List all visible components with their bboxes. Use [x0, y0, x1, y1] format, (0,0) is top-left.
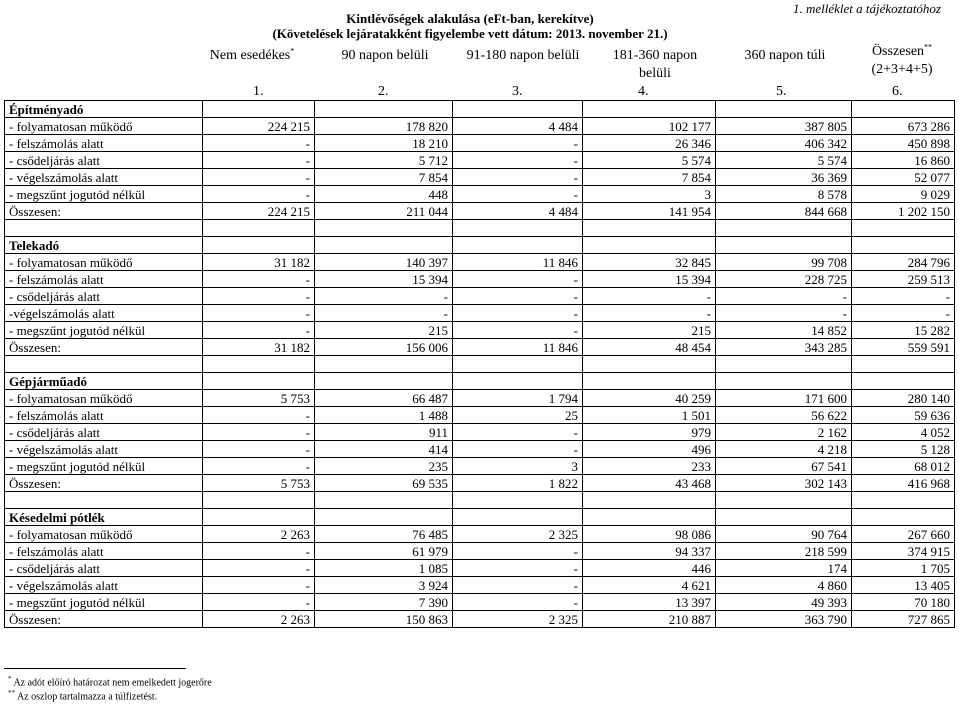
header-181-360-line2: belüli	[639, 66, 671, 81]
table-row	[5, 288, 955, 305]
footnote-2-mark: **	[8, 689, 15, 697]
value-cell-col-6: 5 128	[852, 441, 955, 458]
table-row	[5, 169, 955, 186]
empty-cell	[852, 356, 955, 373]
value-cell-col-1: 224 215	[203, 118, 315, 135]
value-cell-col-3: -	[453, 424, 583, 441]
value-cell-col-5: -	[716, 288, 852, 305]
row-label: - folyamatosan működő	[5, 390, 203, 407]
table-row	[5, 560, 955, 577]
value-cell-col-4: 32 845	[583, 254, 716, 271]
table-row	[5, 424, 955, 441]
value-cell-col-3: 1 794	[453, 390, 583, 407]
value-cell-col-5: 99 708	[716, 254, 852, 271]
empty-cell	[315, 220, 453, 237]
table-row	[5, 458, 955, 475]
spacer-row	[5, 220, 955, 237]
header-total-line1	[852, 43, 952, 61]
value-cell-col-6: 13 405	[852, 577, 955, 594]
column-number-5: 5.	[776, 84, 787, 99]
value-cell-col-5: 343 285	[716, 339, 852, 356]
value-cell-col-1: -	[203, 560, 315, 577]
empty-cell	[5, 356, 203, 373]
value-cell-col-4: 40 259	[583, 390, 716, 407]
value-cell-col-6: 70 180	[852, 594, 955, 611]
value-cell-col-2: 215	[315, 322, 453, 339]
empty-cell	[203, 237, 315, 254]
empty-cell	[5, 492, 203, 509]
row-label: - csődeljárás alatt	[5, 560, 203, 577]
value-cell-col-1: -	[203, 322, 315, 339]
value-cell-col-3: -	[453, 135, 583, 152]
value-cell-col-5: 67 541	[716, 458, 852, 475]
header-total-label: Összesen	[871, 44, 925, 59]
value-cell-col-3: 3	[453, 458, 583, 475]
value-cell-col-1: -	[203, 135, 315, 152]
value-cell-col-1: 2 263	[203, 611, 315, 628]
value-cell-col-3: 11 846	[453, 339, 583, 356]
row-label: -végelszámolás alatt	[5, 305, 203, 322]
header-total	[852, 43, 952, 79]
row-label: - végelszámolás alatt	[5, 441, 203, 458]
value-cell-col-5: 90 764	[716, 526, 852, 543]
empty-cell	[716, 237, 852, 254]
empty-cell	[453, 237, 583, 254]
value-cell-col-4: -	[583, 288, 716, 305]
value-cell-col-6: 52 077	[852, 169, 955, 186]
value-cell-col-4: 1 501	[583, 407, 716, 424]
receivables-table	[4, 100, 955, 628]
value-cell-col-5: 844 668	[716, 203, 852, 220]
empty-cell	[315, 492, 453, 509]
value-cell-col-1: -	[203, 288, 315, 305]
empty-cell	[203, 373, 315, 390]
value-cell-col-6: 673 286	[852, 118, 955, 135]
row-label: - végelszámolás alatt	[5, 577, 203, 594]
empty-cell	[852, 237, 955, 254]
footnote-1-text: Az adót előíró határozat nem emelkedett jogerőre	[13, 677, 212, 689]
value-cell-col-1: 2 263	[203, 526, 315, 543]
value-cell-col-4: 496	[583, 441, 716, 458]
value-cell-col-6: 727 865	[852, 611, 955, 628]
row-label: Összesen:	[5, 339, 203, 356]
value-cell-col-2: 178 820	[315, 118, 453, 135]
row-label: - megszűnt jogutód nélkül	[5, 458, 203, 475]
value-cell-col-2: 156 006	[315, 339, 453, 356]
empty-cell	[583, 101, 716, 118]
value-cell-col-2: 3 924	[315, 577, 453, 594]
value-cell-col-1: -	[203, 407, 315, 424]
value-cell-col-5: 171 600	[716, 390, 852, 407]
value-cell-col-4: 102 177	[583, 118, 716, 135]
row-label: - felszámolás alatt	[5, 135, 203, 152]
table-row	[5, 339, 955, 356]
value-cell-col-3: 1 822	[453, 475, 583, 492]
empty-cell	[453, 373, 583, 390]
table-row	[5, 407, 955, 424]
value-cell-col-4: 98 086	[583, 526, 716, 543]
value-cell-col-2: 18 210	[315, 135, 453, 152]
row-label: Összesen:	[5, 611, 203, 628]
column-number-6: 6.	[892, 84, 903, 99]
value-cell-col-4: 13 397	[583, 594, 716, 611]
value-cell-col-6: 4 052	[852, 424, 955, 441]
value-cell-col-4: 210 887	[583, 611, 716, 628]
value-cell-col-5: 8 578	[716, 186, 852, 203]
table-row	[5, 152, 955, 169]
empty-cell	[852, 101, 955, 118]
value-cell-col-1: 224 215	[203, 203, 315, 220]
value-cell-col-5: 2 162	[716, 424, 852, 441]
value-cell-col-4: 141 954	[583, 203, 716, 220]
value-cell-col-5: 174	[716, 560, 852, 577]
value-cell-col-4: 5 574	[583, 152, 716, 169]
empty-cell	[5, 220, 203, 237]
title-line-1: Kintlévőségek alakulása (eFt-ban, kerekítve)	[346, 11, 594, 26]
value-cell-col-2: 76 485	[315, 526, 453, 543]
row-label: - csődeljárás alatt	[5, 288, 203, 305]
value-cell-col-1: -	[203, 169, 315, 186]
value-cell-col-4: 43 468	[583, 475, 716, 492]
empty-cell	[852, 373, 955, 390]
value-cell-col-1: 31 182	[203, 339, 315, 356]
value-cell-col-5: -	[716, 305, 852, 322]
section-header-row	[5, 373, 955, 390]
empty-cell	[583, 492, 716, 509]
row-label: - megszűnt jogutód nélkül	[5, 322, 203, 339]
column-number-3: 3.	[512, 84, 523, 99]
empty-cell	[852, 220, 955, 237]
value-cell-col-6: 59 636	[852, 407, 955, 424]
value-cell-col-5: 56 622	[716, 407, 852, 424]
row-label: - végelszámolás alatt	[5, 169, 203, 186]
value-cell-col-1: -	[203, 305, 315, 322]
annex-label: 1. melléklet a tájékoztatóhoz	[792, 1, 941, 16]
empty-cell	[583, 373, 716, 390]
footnote-divider	[4, 668, 186, 669]
value-cell-col-4: 3	[583, 186, 716, 203]
empty-cell	[203, 509, 315, 526]
value-cell-col-3: 4 484	[453, 118, 583, 135]
value-cell-col-5: 5 574	[716, 152, 852, 169]
title-line-2: (Követelések lejáratakként figyelembe vett dátum: 2013. november 21.)	[272, 26, 668, 41]
value-cell-col-4: 446	[583, 560, 716, 577]
empty-cell	[453, 356, 583, 373]
value-cell-col-2: 1 085	[315, 560, 453, 577]
header-181-360-line1: 181-360 napon	[612, 48, 698, 63]
empty-cell	[852, 492, 955, 509]
table-row	[5, 594, 955, 611]
value-cell-col-1: -	[203, 458, 315, 475]
value-cell-col-1: 5 753	[203, 475, 315, 492]
table-row	[5, 441, 955, 458]
value-cell-col-4: 4 621	[583, 577, 716, 594]
table-row	[5, 203, 955, 220]
header-181-360	[600, 47, 710, 83]
header-not-due-mark: *	[290, 46, 295, 56]
empty-cell	[583, 220, 716, 237]
value-cell-col-5: 363 790	[716, 611, 852, 628]
empty-cell	[716, 492, 852, 509]
value-cell-col-5: 218 599	[716, 543, 852, 560]
value-cell-col-3: -	[453, 186, 583, 203]
value-cell-col-2: 235	[315, 458, 453, 475]
value-cell-col-5: 4 218	[716, 441, 852, 458]
value-cell-col-6: -	[852, 288, 955, 305]
column-number-1: 1.	[253, 84, 264, 99]
row-label: - felszámolás alatt	[5, 407, 203, 424]
value-cell-col-5: 36 369	[716, 169, 852, 186]
value-cell-col-6: 280 140	[852, 390, 955, 407]
value-cell-col-2: 140 397	[315, 254, 453, 271]
row-label: - csődeljárás alatt	[5, 152, 203, 169]
value-cell-col-6: 1 705	[852, 560, 955, 577]
empty-cell	[453, 509, 583, 526]
row-label: - folyamatosan működő	[5, 526, 203, 543]
value-cell-col-4: 15 394	[583, 271, 716, 288]
table-row	[5, 526, 955, 543]
value-cell-col-6: 450 898	[852, 135, 955, 152]
section-title: Gépjárműadó	[5, 373, 203, 390]
value-cell-col-3: 2 325	[453, 611, 583, 628]
header-not-due	[192, 47, 312, 65]
table-row	[5, 322, 955, 339]
value-cell-col-3: 11 846	[453, 254, 583, 271]
value-cell-col-5: 406 342	[716, 135, 852, 152]
value-cell-col-1: -	[203, 594, 315, 611]
value-cell-col-3: -	[453, 441, 583, 458]
value-cell-col-5: 228 725	[716, 271, 852, 288]
empty-cell	[716, 220, 852, 237]
value-cell-col-1: -	[203, 543, 315, 560]
value-cell-col-3: 25	[453, 407, 583, 424]
value-cell-col-3: -	[453, 305, 583, 322]
value-cell-col-1: 5 753	[203, 390, 315, 407]
row-label: - megszűnt jogutód nélkül	[5, 594, 203, 611]
value-cell-col-4: 94 337	[583, 543, 716, 560]
empty-cell	[716, 101, 852, 118]
empty-cell	[583, 356, 716, 373]
row-label: - megszűnt jogutód nélkül	[5, 186, 203, 203]
header-not-due-label: Nem esedékes	[209, 48, 291, 63]
value-cell-col-3: -	[453, 169, 583, 186]
section-header-row	[5, 101, 955, 118]
value-cell-col-1: -	[203, 271, 315, 288]
section-header-row	[5, 509, 955, 526]
header-total-line2: (2+3+4+5)	[871, 62, 933, 77]
value-cell-col-6: 15 282	[852, 322, 955, 339]
value-cell-col-2: 911	[315, 424, 453, 441]
value-cell-col-2: 15 394	[315, 271, 453, 288]
empty-cell	[315, 101, 453, 118]
empty-cell	[453, 220, 583, 237]
value-cell-col-2: 5 712	[315, 152, 453, 169]
table-row	[5, 577, 955, 594]
table-row	[5, 475, 955, 492]
empty-cell	[203, 492, 315, 509]
value-cell-col-3: -	[453, 288, 583, 305]
value-cell-col-3: -	[453, 577, 583, 594]
table-row	[5, 611, 955, 628]
value-cell-col-2: 150 863	[315, 611, 453, 628]
value-cell-col-5: 49 393	[716, 594, 852, 611]
empty-cell	[315, 237, 453, 254]
value-cell-col-6: 284 796	[852, 254, 955, 271]
row-label: Összesen:	[5, 203, 203, 220]
empty-cell	[203, 101, 315, 118]
value-cell-col-6: -	[852, 305, 955, 322]
header-over-360: 360 napon túli	[744, 48, 826, 63]
value-cell-col-1: -	[203, 441, 315, 458]
row-label: Összesen:	[5, 475, 203, 492]
empty-cell	[453, 492, 583, 509]
column-number-2: 2.	[378, 84, 389, 99]
table-row	[5, 135, 955, 152]
value-cell-col-6: 16 860	[852, 152, 955, 169]
empty-cell	[716, 373, 852, 390]
empty-cell	[453, 101, 583, 118]
value-cell-col-6: 68 012	[852, 458, 955, 475]
empty-cell	[583, 237, 716, 254]
value-cell-col-2: 7 390	[315, 594, 453, 611]
empty-cell	[315, 373, 453, 390]
value-cell-col-1: 31 182	[203, 254, 315, 271]
value-cell-col-3: -	[453, 271, 583, 288]
table-row	[5, 305, 955, 322]
value-cell-col-1: -	[203, 152, 315, 169]
value-cell-col-1: -	[203, 186, 315, 203]
value-cell-col-1: -	[203, 577, 315, 594]
value-cell-col-2: -	[315, 305, 453, 322]
row-label: - csődeljárás alatt	[5, 424, 203, 441]
empty-cell	[315, 356, 453, 373]
value-cell-col-2: 61 979	[315, 543, 453, 560]
empty-cell	[315, 509, 453, 526]
footnote-1	[8, 675, 212, 688]
column-number-4: 4.	[638, 84, 649, 99]
table-row	[5, 390, 955, 407]
value-cell-col-2: 7 854	[315, 169, 453, 186]
value-cell-col-6: 416 968	[852, 475, 955, 492]
empty-cell	[716, 509, 852, 526]
footnote-2	[8, 689, 157, 702]
empty-cell	[583, 509, 716, 526]
value-cell-col-5: 14 852	[716, 322, 852, 339]
value-cell-col-2: 211 044	[315, 203, 453, 220]
value-cell-col-4: 7 854	[583, 169, 716, 186]
section-title: Építményadó	[5, 101, 203, 118]
value-cell-col-5: 387 805	[716, 118, 852, 135]
value-cell-col-2: 448	[315, 186, 453, 203]
table-row	[5, 254, 955, 271]
empty-cell	[852, 509, 955, 526]
value-cell-col-3: 2 325	[453, 526, 583, 543]
table-row	[5, 271, 955, 288]
value-cell-col-2: 66 487	[315, 390, 453, 407]
value-cell-col-6: 9 029	[852, 186, 955, 203]
value-cell-col-5: 4 860	[716, 577, 852, 594]
value-cell-col-3: -	[453, 560, 583, 577]
value-cell-col-4: 26 346	[583, 135, 716, 152]
value-cell-col-2: 414	[315, 441, 453, 458]
value-cell-col-4: 233	[583, 458, 716, 475]
section-title: Telekadó	[5, 237, 203, 254]
value-cell-col-4: 979	[583, 424, 716, 441]
footnote-2-text: Az oszlop tartalmazza a túlfizetést.	[16, 691, 158, 703]
value-cell-col-6: 267 660	[852, 526, 955, 543]
row-label: - folyamatosan működő	[5, 118, 203, 135]
empty-cell	[716, 356, 852, 373]
value-cell-col-2: 69 535	[315, 475, 453, 492]
value-cell-col-6: 559 591	[852, 339, 955, 356]
header-91-180: 91-180 napon belüli	[466, 48, 580, 63]
value-cell-col-1: -	[203, 424, 315, 441]
value-cell-col-3: -	[453, 543, 583, 560]
value-cell-col-4: -	[583, 305, 716, 322]
value-cell-col-3: 4 484	[453, 203, 583, 220]
row-label: - felszámolás alatt	[5, 543, 203, 560]
value-cell-col-4: 215	[583, 322, 716, 339]
table-row	[5, 543, 955, 560]
spacer-row	[5, 356, 955, 373]
value-cell-col-2: 1 488	[315, 407, 453, 424]
empty-cell	[203, 220, 315, 237]
value-cell-col-5: 302 143	[716, 475, 852, 492]
header-within-90: 90 napon belüli	[341, 48, 429, 63]
table-row	[5, 186, 955, 203]
value-cell-col-6: 259 513	[852, 271, 955, 288]
empty-cell	[203, 356, 315, 373]
row-label: - folyamatosan működő	[5, 254, 203, 271]
value-cell-col-2: -	[315, 288, 453, 305]
report-title	[250, 11, 690, 41]
table-row	[5, 118, 955, 135]
value-cell-col-3: -	[453, 322, 583, 339]
section-header-row	[5, 237, 955, 254]
section-title: Késedelmi pótlék	[5, 509, 203, 526]
row-label: - felszámolás alatt	[5, 271, 203, 288]
value-cell-col-3: -	[453, 594, 583, 611]
value-cell-col-6: 374 915	[852, 543, 955, 560]
value-cell-col-3: -	[453, 152, 583, 169]
value-cell-col-4: 48 454	[583, 339, 716, 356]
header-total-mark: **	[924, 42, 933, 52]
table-body	[5, 101, 955, 628]
value-cell-col-6: 1 202 150	[852, 203, 955, 220]
footnote-1-mark: *	[8, 675, 12, 683]
spacer-row	[5, 492, 955, 509]
